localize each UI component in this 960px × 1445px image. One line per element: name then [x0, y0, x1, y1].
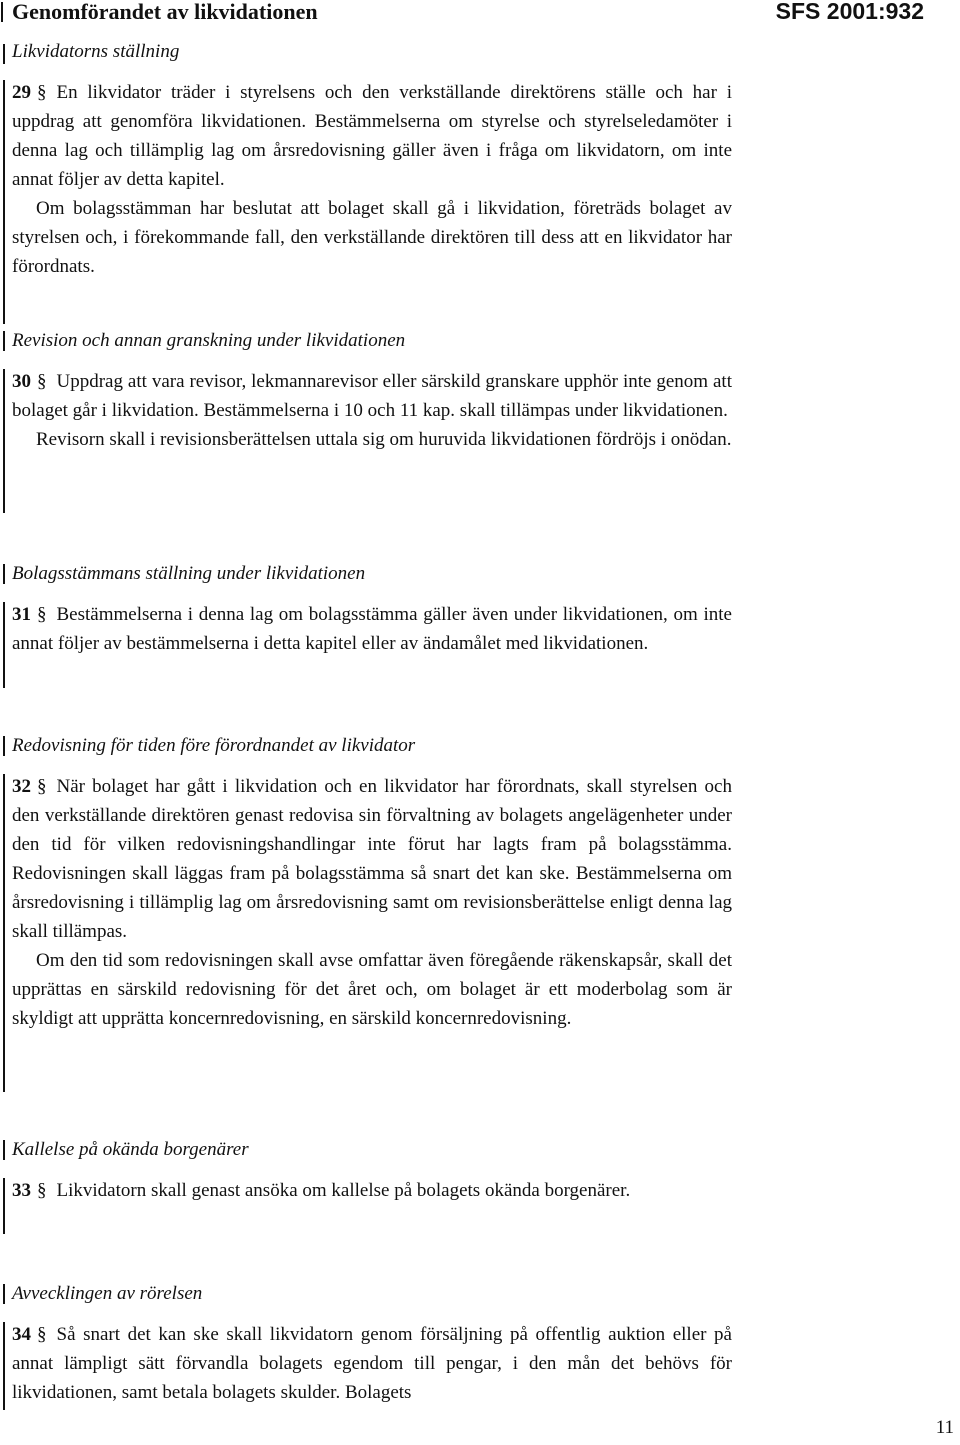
- section-heading: Redovisning för tiden före förordnandet av likvidator: [12, 735, 416, 756]
- sfs-number: SFS 2001:932: [775, 0, 924, 24]
- paragraph: [12, 78, 732, 194]
- paragraph-text: Bestämmelserna i denna lag om bolagsstämma gäller även under likvidationen, om inte annat följer av bestämmelserna i detta kapitel eller av ändamålet med likvidationen.: [12, 604, 732, 654]
- section-number: 34: [12, 1324, 31, 1345]
- paragraph: Om bolagsstämman har beslutat att bolaget skall gå i likvidation, företräds bolaget av styrelsen och, i förekommande fall, den verkställande direktören till dess att en likvidator har förordnats.: [12, 198, 732, 277]
- change-bar: [3, 369, 5, 513]
- paragraph-symbol: §: [37, 776, 47, 797]
- paragraph: Om den tid som redovisningen skall avse omfattar även föregående räkenskapsår, skall det upprättas en särskild redovisning för det året och, om bolaget är ett moderbolag som är skyldigt att upprätta koncernredovisning, en särskild koncernredovisning.: [12, 950, 732, 1029]
- paragraph: [12, 600, 732, 658]
- section-30: [0, 329, 960, 454]
- section-heading: Bolagsstämmans ställning under likvidationen: [12, 563, 366, 584]
- change-bar: [3, 774, 5, 1092]
- paragraph-symbol: §: [37, 82, 47, 103]
- paragraph-symbol: §: [37, 604, 47, 625]
- change-bar: [3, 1140, 5, 1160]
- change-bar: [3, 564, 5, 584]
- change-bar: [3, 1178, 5, 1234]
- change-bar: [3, 1284, 5, 1304]
- section-heading: Avvecklingen av rörelsen: [12, 1283, 203, 1304]
- section-heading: Likvidatorns ställning: [12, 41, 180, 62]
- section-29: [0, 40, 960, 281]
- section-34: [0, 1282, 960, 1407]
- paragraph-text: Likvidatorn skall genast ansöka om kallelse på bolagets okända borgenärer.: [56, 1180, 631, 1201]
- section-33: [0, 1138, 960, 1205]
- paragraph-text: Så snart det kan ske skall likvidatorn genom försäljning på offentlig auktion eller på annat lämpligt sätt förvandla bolagets egendom till pengar, i den mån det behövs för likvidationen, samt betala bolagets skulder. Bolagets: [12, 1324, 732, 1403]
- change-bar: [3, 736, 5, 756]
- section-heading: Revision och annan granskning under likvidationen: [12, 330, 406, 351]
- change-bar: [3, 1322, 5, 1410]
- section-heading: Kallelse på okända borgenärer: [12, 1139, 249, 1160]
- section-number: 31: [12, 604, 31, 625]
- paragraph: [12, 367, 732, 425]
- paragraph: Revisorn skall i revisionsberättelsen uttala sig om huruvida likvidationen fördröjs i onödan.: [36, 429, 732, 450]
- change-bar: [3, 602, 5, 688]
- paragraph-text: Uppdrag att vara revisor, lekmannarevisor eller särskild granskare upphör inte genom att bolaget går i likvidation. Bestämmelserna i 10 och 11 kap. skall tillämpas under likvidationen.: [12, 371, 732, 421]
- paragraph: [12, 1176, 732, 1205]
- page-number: 11: [935, 1417, 954, 1438]
- change-bar: [3, 80, 5, 324]
- change-bar: [3, 331, 5, 351]
- section-number: 33: [12, 1180, 31, 1201]
- paragraph-symbol: §: [37, 1180, 47, 1201]
- paragraph: [12, 1320, 732, 1407]
- paragraph-symbol: §: [37, 1324, 47, 1345]
- change-bar: [1, 2, 3, 22]
- paragraph-text: En likvidator träder i styrelsens och den verkställande direktörens ställe och har i uppdrag att genomföra likvidationen. Bestämmelserna om styrelse och styrelseledamöter i denna lag och tillämplig lag om årsredovisning gäller även i fråga om likvidatorn, om inte annat följer av detta kapitel.: [12, 82, 732, 190]
- section-31: [0, 562, 960, 658]
- section-32: [0, 734, 960, 1033]
- page-header-title: Genomförandet av likvidationen: [12, 0, 318, 24]
- section-number: 32: [12, 776, 31, 797]
- section-number: 30: [12, 371, 31, 392]
- paragraph: [12, 772, 732, 946]
- paragraph-symbol: §: [37, 371, 47, 392]
- section-number: 29: [12, 82, 31, 103]
- change-bar: [3, 44, 5, 64]
- paragraph-text: När bolaget har gått i likvidation och en likvidator har förordnats, skall styrelsen och den verkställande direktören genast redovisa sin förvaltning av bolagets angelägenheter under den tid för vilken redovisningshandlingar inte förut har lagts fram på bolagsstämma. Redovisningen skall läggas fram på bolagsstämma så snart det kan ske. Bestämmelserna om årsredovisning i tillämplig lag om årsredovisning samt om revisionsberättelse enligt denna lag skall tillämpas.: [12, 776, 732, 942]
